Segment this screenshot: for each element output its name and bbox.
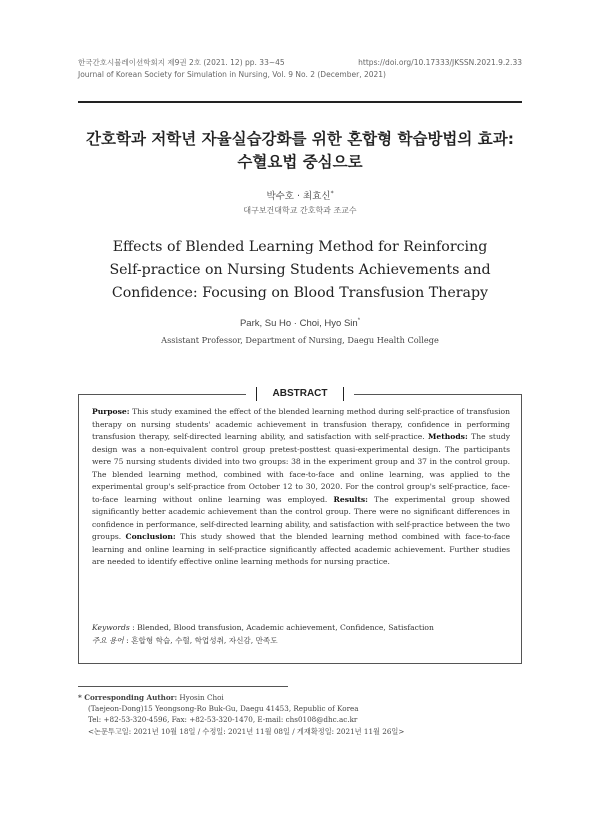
title-korean: [60, 128, 540, 174]
header-divider: [78, 101, 522, 103]
corresponding-author: [78, 692, 522, 703]
keywords-korean-label: 주요 용어: [92, 635, 124, 645]
purpose-text: This study examined the effect of the blended learning method during self-practice of transfusion therapy on nursing students' academic achievement in transfusion therapy, confidence in performing transfusion therapy, self-directed learning ability, and satisfaction with self-practice.: [92, 407, 510, 441]
keywords: [92, 622, 510, 647]
keywords-english-label: Keywords: [92, 623, 130, 632]
authors-english: [0, 318, 600, 329]
conclusion-label: Conclusion:: [125, 532, 176, 541]
keywords-korean-list: : 혼합형 학습, 수혈, 학업성취, 자신감, 만족도: [123, 635, 278, 645]
corresponding-mark-en: *: [357, 317, 361, 324]
affiliation-english: Assistant Professor, Department of Nursing, Daegu Health College: [161, 335, 439, 345]
footnote-divider: [78, 686, 288, 687]
keywords-english-list: : Blended, Blood transfusion, Academic achievement, Confidence, Satisfaction: [129, 623, 434, 632]
affiliation-korean: 대구보건대학교 간호학과 조교수: [243, 206, 357, 215]
purpose-label: Purpose:: [92, 407, 130, 416]
authors-korean-names: 박수호 · 최효신: [266, 191, 331, 202]
corresponding-mark: *: [330, 189, 334, 197]
authors-korean: [0, 188, 600, 202]
title-english-line2: Self-practice on Nursing Students Achievements and: [109, 262, 491, 278]
methods-label: Methods:: [428, 432, 468, 441]
title-korean-line1: 간호학과 저학년 자율실습강화를 위한 혼합형 학습방법의 효과:: [86, 130, 514, 148]
footnote: [78, 692, 522, 737]
keywords-english: [92, 622, 510, 635]
title-english-line1: Effects of Blended Learning Method for Reinforcing: [112, 239, 488, 255]
title-korean-line2: 수혈요법 중심으로: [237, 153, 363, 171]
corresponding-address: (Taejeon-Dong)15 Yeongsong-Ro Buk-Gu, Daegu 41453, Republic of Korea: [88, 704, 359, 714]
methods-text: The study design was a non-equivalent control group pretest-posttest quasi-experimental design. The participants were 75 nursing students divided into two groups: 38 in the experiment group and 37 in the control group. The blended learning method, combined with face-to-face and online learning, was applied to the experimental group's self-practice from October 12 to 30, 2020. For the control group's self-practice, face-to-face learning without online learning was employed.: [92, 432, 510, 504]
authors-english-names: Park, Su Ho · Choi, Hyo Sin: [239, 318, 358, 329]
corresponding-name: Hyosin Choi: [177, 693, 224, 702]
abstract-body: [92, 406, 510, 569]
title-english: [70, 236, 530, 305]
title-english-line3: Confidence: Focusing on Blood Transfusion Therapy: [111, 285, 489, 301]
results-label: Results:: [333, 494, 368, 504]
running-header: [78, 57, 522, 81]
doi-link[interactable]: https://doi.org/10.17333/JKSSN.2021.9.2.33: [358, 58, 522, 67]
submission-dates: <논문투고일: 2021년 10월 18일 / 수정일: 2021년 11월 08일 / 게재확정일: 2021년 11월 26일>: [88, 726, 405, 736]
journal-citation-en: Journal of Korean Society for Simulation in Nursing, Vol. 9 No. 2 (December, 2021): [78, 70, 386, 79]
corresponding-contact: Tel: +82-53-320-4596, Fax: +82-53-320-1470, E-mail: chs0108@dhc.ac.kr: [88, 715, 358, 725]
keywords-korean: [92, 635, 510, 648]
corresponding-label: * Corresponding Author:: [78, 693, 178, 702]
abstract-heading: ABSTRACT: [246, 384, 354, 404]
results-text: The experimental group showed significantly better academic achievement than the control group. There were no significant differences in confidence in performance, self-directed learning ability, and satisfaction with self-practice between the two groups.: [92, 494, 510, 541]
conclusion-text: This study showed that the blended learning method combined with face-to-face learning and online learning in self-practice significantly affected academic achievement. Further studies are needed to identify effective online learning methods for nursing practice.: [92, 532, 510, 566]
journal-citation-kr: 한국간호시뮬레이션학회지 제9권 2호 (2021. 12) pp. 33~45: [78, 58, 285, 67]
